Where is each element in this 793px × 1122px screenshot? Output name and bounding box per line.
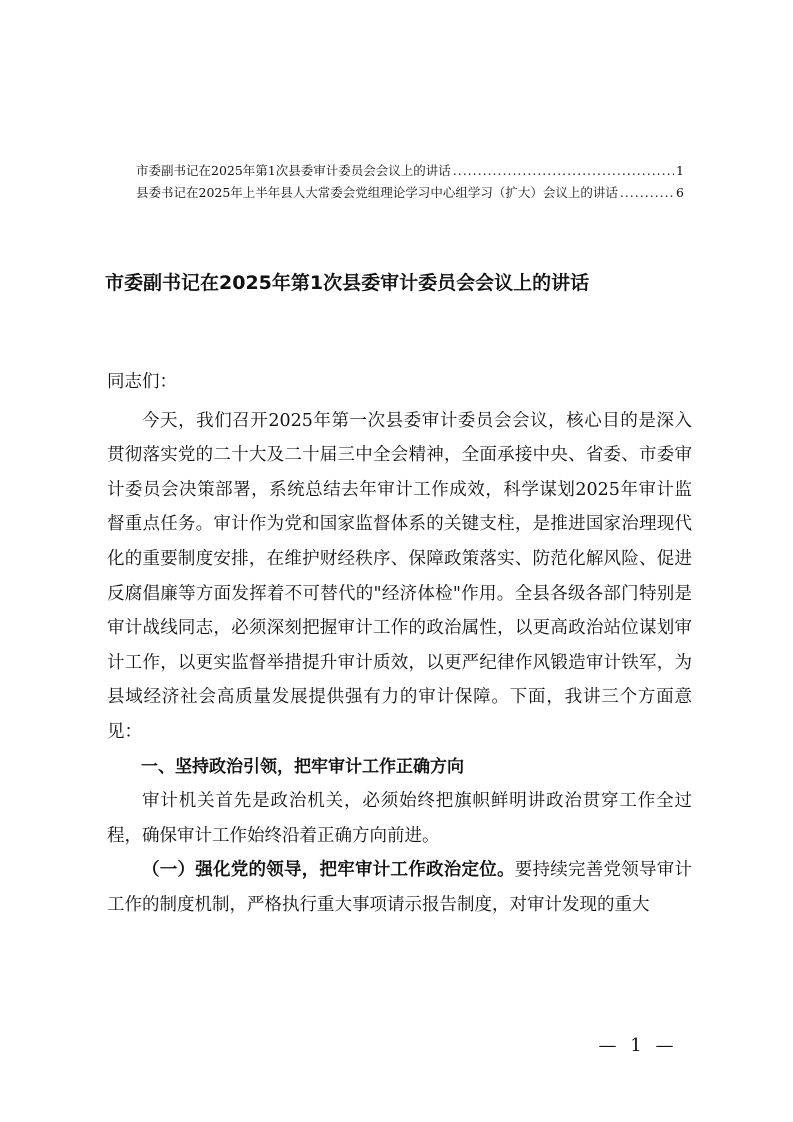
toc-entry-title: 市委副书记在2025年第1次县委审计委员会会议上的讲话: [136, 163, 451, 178]
toc-entry-page: 1: [676, 163, 684, 178]
section-heading: 一、坚持政治引领，把牢审计工作正确方向: [141, 756, 464, 777]
document-title: 市委副书记在2025年第1次县委审计委员会会议上的讲话: [105, 272, 590, 294]
section-paragraph: 审计机关首先是政治机关，必须始终把旗帜鲜明讲政治贯穿工作全过程，确保审计工作始终沿着正确方向前进。: [107, 791, 692, 846]
toc-leader-dots: [620, 182, 674, 204]
subsection-paragraph: [107, 853, 692, 922]
document-body: [107, 365, 692, 923]
toc-entry[interactable]: [136, 182, 684, 204]
subsection-lead: （一）强化党的领导，把牢审计工作政治定位。: [142, 860, 515, 881]
subsection-text: 要持续完善党领导审计工作的制度机制，严格执行重大事项请示报告制度，对审计发现的重大: [107, 860, 692, 915]
toc-entry-title: 县委书记在2025年上半年县人大常委会党组理论学习中心组学习（扩大）会议上的讲话: [136, 185, 618, 200]
toc-entry[interactable]: [136, 160, 684, 182]
intro-paragraph: 今天，我们召开2025年第一次县委审计委员会会议，核心目的是深入贯彻落实党的二十大及二十届三中全会精神，全面承接中央、省委、市委审计委员会决策部署，系统总结去年审计工作成效，科学谋划2025年审计监督重点任务。审计作为党和国家监督体系的关键支柱，是推进国家治理现代化的重要制度安排，在维护财经秩序、保障政策落实、防范化解风险、促进反腐倡廉等方面发挥着不可替代的"经济体检"作用。全县各级各部门特别是审计战线同志，必须深刻把握审计工作的政治属性，以更高政治站位谋划审计工作，以更实监督举措提升审计质效，以更严纪律作风锻造审计铁军，为县域经济社会高质量发展提供强有力的审计保障。下面，我讲三个方面意见：: [107, 410, 692, 742]
toc-entry-page: 6: [676, 185, 684, 200]
salutation: 同志们：: [107, 372, 177, 392]
page-number: — 1 —: [598, 1035, 678, 1056]
toc-leader-dots: [453, 160, 674, 182]
table-of-contents: [136, 160, 684, 204]
